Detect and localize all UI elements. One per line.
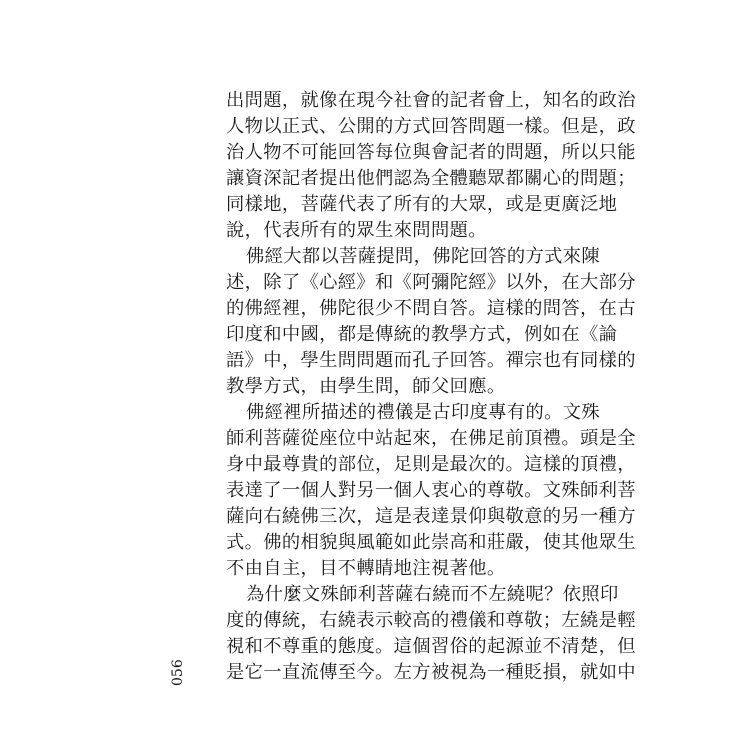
text-line: 為什麼文殊師利菩薩右繞而不左繞呢？依照印 xyxy=(246,584,619,605)
text-line: 式。佛的相貌與風範如此崇高和莊嚴，使其他眾生 xyxy=(226,532,636,553)
text-line: 教學方式，由學生問，師父回應。 xyxy=(226,376,506,397)
text-line: 視和不尊重的態度。這個習俗的起源並不清楚，但 xyxy=(226,636,636,657)
text-line: 印度和中國，都是傳統的教學方式，例如在《論 xyxy=(226,324,618,345)
text-line: 說，代表所有的眾生來問問題。 xyxy=(226,220,487,241)
text-line: 身中最尊貴的部位，足則是最次的。這樣的頂禮， xyxy=(226,454,636,475)
text-line: 是它一直流傳至今。左方被視為一種貶損，就如中 xyxy=(226,662,636,683)
text-line: 佛經大都以菩薩提問，佛陀回答的方式來陳 xyxy=(246,246,600,267)
text-line: 師利菩薩從座位中站起來，在佛足前頂禮。頭是全 xyxy=(226,428,636,449)
text-line: 表達了一個人對另一個人衷心的尊敬。文殊師利菩 xyxy=(226,480,636,501)
text-line: 出問題，就像在現今社會的記者會上，知名的政治 xyxy=(226,90,636,111)
text-line: 人物以正式、公開的方式回答問題一樣。但是，政 xyxy=(226,116,636,137)
text-line: 佛經裡所描述的禮儀是古印度專有的。文殊 xyxy=(246,402,600,423)
text-line: 述，除了《心經》和《阿彌陀經》以外，在大部分 xyxy=(226,272,636,293)
text-line: 薩向右繞佛三次，這是表達景仰與敬意的另一種方 xyxy=(226,506,636,527)
text-line: 讓資深記者提出他們認為全體聽眾都關心的問題； xyxy=(226,168,636,189)
text-line: 治人物不可能回答每位與會記者的問題，所以只能 xyxy=(226,142,636,163)
text-line: 的佛經裡，佛陀很少不問自答。這樣的問答，在古 xyxy=(226,298,636,319)
page-number: 056 xyxy=(170,659,186,687)
text-line: 同樣地，菩薩代表了所有的大眾，或是更廣泛地 xyxy=(226,194,618,215)
text-line: 不由自主，目不轉睛地注視著他。 xyxy=(226,558,506,579)
text-line: 語》中，學生問問題而孔子回答。禪宗也有同樣的 xyxy=(226,350,636,371)
text-line: 度的傳統，右繞表示較高的禮儀和尊敬；左繞是輕 xyxy=(226,610,636,631)
